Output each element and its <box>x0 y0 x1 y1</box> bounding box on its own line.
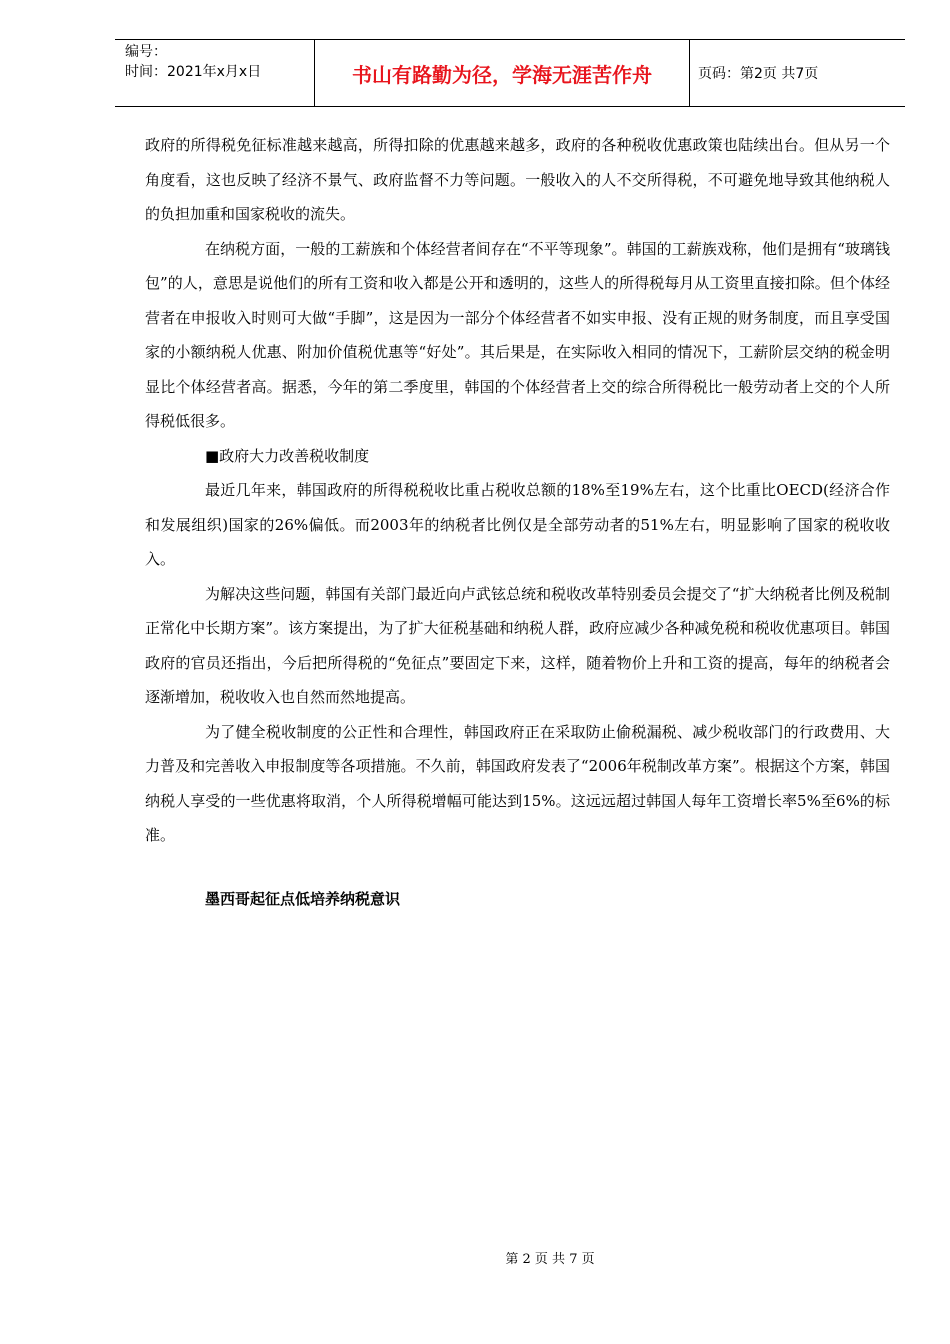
paragraph-5: 为了健全税收制度的公正性和合理性，韩国政府正在采取防止偷税漏税、减少税收部门的行政费用、大力普及和完善收入申报制度等各项措施。不久前，韩国政府发表了“2006年税制改革方案”。根据这个方案，韩国纳税人享受的一些优惠将取消，个人所得税增幅可能达到15%。这远远超过韩国人每年工资增长率5%至6%的标准。 <box>145 722 890 844</box>
subsection-heading: 墨西哥起征点低培养纳税意识 <box>205 889 401 908</box>
page-footer: 第 2 页 共 7 页 <box>505 1252 595 1267</box>
paragraph-3: 最近几年来，韩国政府的所得税税收比重占税收总额的18%至19%左右，这个比重比OECD(经济合作和发展组织)国家的26%偏低。而2003年的纳税者比例仅是全部劳动者的51%左右，明显影响了国家的税收收入。 <box>145 481 890 568</box>
paragraph-1: 政府的所得税免征标准越来越高，所得扣除的优惠越来越多，政府的各种税收优惠政策也陆续出台。但从另一个角度看，这也反映了经济不景气、政府监督不力等问题。一般收入的人不交所得税，不可避免地导致其他纳税人的负担加重和国家税收的流失。 <box>145 136 890 223</box>
header-page-info: 页码：第2页 共7页 <box>698 66 819 82</box>
header-meta <box>115 40 315 106</box>
serial-label: 编号： <box>125 44 167 60</box>
paragraph-2: 在纳税方面，一般的工薪族和个体经营者间存在“不平等现象”。韩国的工薪族戏称，他们是拥有“玻璃钱包”的人，意思是说他们的所有工资和收入都是公开和透明的，这些人的所得税每月从工资里直接扣除。但个体经营者在申报收入时则可大做“手脚”，这是因为一部分个体经营者不如实申报、没有正规的财务制度，而且享受国家的小额纳税人优惠、附加价值税优惠等“好处”。其后果是，在实际收入相同的情况下，工薪阶层交纳的税金明显比个体经营者高。据悉，今年的第二季度里，韩国的个体经营者上交的综合所得税比一般劳动者上交的个人所得税低很多。 <box>145 239 890 430</box>
time-label: 时间：2021年x月x日 <box>125 64 262 80</box>
page-header <box>115 39 905 107</box>
section-title: ■政府大力改善税收制度 <box>205 446 370 465</box>
paragraph-4: 为解决这些问题，韩国有关部门最近向卢武铉总统和税收改革特别委员会提交了“扩大纳税者比例及税制正常化中长期方案”。该方案提出，为了扩大征税基础和纳税人群，政府应减少各种减免税和税收优惠项目。韩国政府的官员还指出，今后把所得税的“免征点”要固定下来，这样，随着物价上升和工资的提高，每年的纳税者会逐渐增加，税收收入也自然而然地提高。 <box>145 584 890 706</box>
document-body <box>145 128 890 916</box>
header-motto: 书山有路勤为径，学海无涯苦作舟 <box>315 40 690 106</box>
